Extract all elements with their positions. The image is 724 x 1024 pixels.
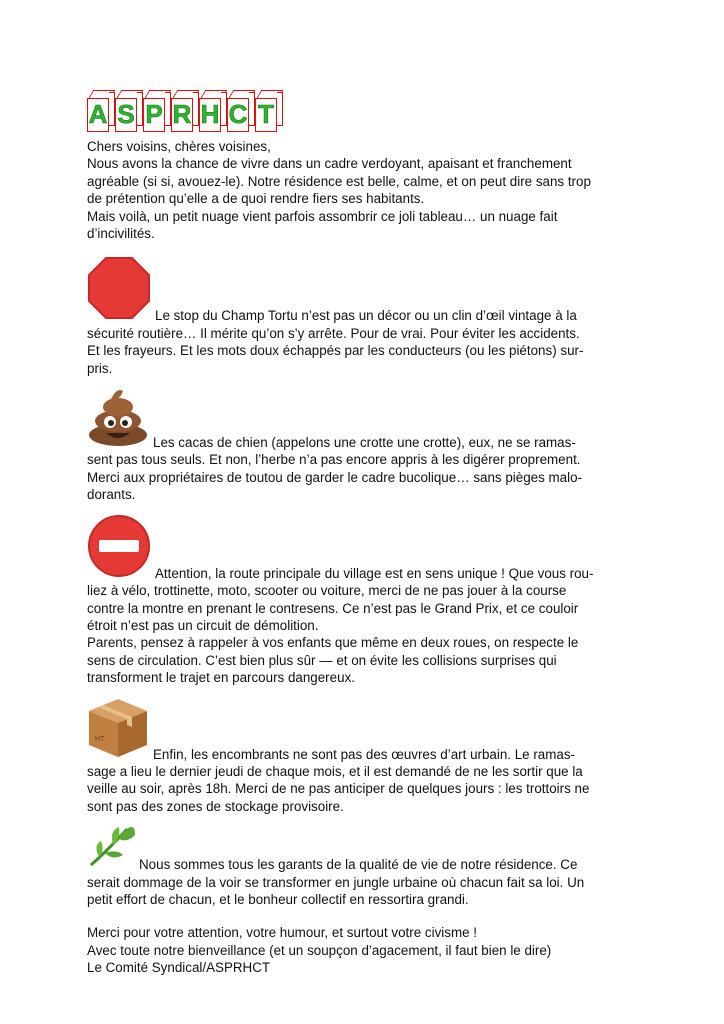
section-first-line: Enfin, les encombrants ne sont pas des œuvres d’art urbain. Le ramas- (153, 746, 576, 762)
section-line: dorants. (87, 487, 136, 503)
no-entry-icon (87, 514, 151, 582)
logo-cube: P (143, 98, 165, 132)
svg-text:HT: HT (95, 735, 105, 743)
section-line: sens de circulation. C’est bien plus sûr — et on évite les collisions surprises qui (87, 652, 557, 668)
section-line: contre la montre en prenant le contresens. Ce n’est pas le Grand Prix, et ce couloir (87, 600, 579, 616)
logo-cube: S (115, 98, 137, 132)
section-stop (87, 256, 647, 377)
section-line: sont pas des zones de stockage provisoire. (87, 798, 344, 814)
asprhct-logo (87, 86, 647, 134)
intro-line: Mais voilà, un petit nuage vient parfois assombrir ce joli tableau… un nuage fait (87, 208, 558, 224)
section-line: étroit n’est pas un circuit de démolition. (87, 617, 319, 633)
section-first-line: Nous sommes tous les garants de la qualité de vie de notre résidence. Ce (139, 857, 578, 873)
section-line: petit effort de chacun, et le bonheur collectif en ressortira grandi. (87, 891, 469, 907)
section-line: veille au soir, après 18h. Merci de ne pas anticiper de quelques jours : les trottoirs ne (87, 781, 590, 797)
section-no-entry (87, 514, 647, 687)
section-first-line: Le stop du Champ Tortu n’est pas un décor ou un clin d’œil vintage à la (155, 308, 577, 324)
section-bulky-items (87, 697, 647, 816)
logo-cube: T (255, 98, 277, 132)
section-first-line: Attention, la route principale du village est en sens unique ! Que vous rou- (155, 565, 594, 581)
logo-cube: H (199, 98, 221, 132)
cardboard-box-icon (87, 697, 149, 763)
section-line: sage a lieu le dernier jeudi de chaque mois, et il est demandé de ne les sortir que la (87, 763, 583, 779)
section-line: serait dommage de la voir se transformer en jungle urbaine où chacun fait sa loi. Un (87, 874, 585, 890)
intro-line: d’incivilités. (87, 226, 155, 242)
section-line: Et les frayeurs. Et les mots doux échappés par les conducteurs (ou les piétons) sur- (87, 343, 584, 359)
section-quality-of-life (87, 821, 647, 908)
section-line: Parents, pensez à rappeler à vos enfants que même en deux roues, on respecte le (87, 635, 579, 651)
intro-line: de prétention qu’elle a de quoi rendre fiers ses habitants. (87, 191, 425, 207)
closing-line: Merci pour votre attention, votre humour, et surtout votre civisme ! (87, 925, 477, 941)
section-line: sécurité routière… Il mérite qu’on s’y arrête. Pour de vrai. Pour éviter les accidents. (87, 325, 580, 341)
logo-cube: R (171, 98, 193, 132)
section-line: liez à vélo, trottinette, moto, scooter ou voiture, merci de ne pas jouer à la course (87, 583, 567, 599)
section-first-line: Les cacas de chien (appelons une crotte une crotte), eux, ne se ramas- (153, 435, 576, 451)
letter-page (87, 86, 647, 977)
intro-line: Nous avons la chance de vivre dans un cadre verdoyant, apaisant et franchement (87, 156, 572, 172)
logo-cube: A (87, 98, 109, 132)
leaf-icon (87, 821, 137, 873)
signature: Le Comité Syndical/ASPRHCT (87, 960, 271, 976)
section-poop (87, 387, 647, 504)
poop-icon (87, 387, 149, 451)
section-line: pris. (87, 360, 113, 376)
section-line: transforment le trajet en parcours dangereux. (87, 670, 355, 686)
section-line: Merci aux propriétaires de toutou de garder le cadre bucolique… sans pièges malo- (87, 469, 582, 485)
section-line: sent pas tous seuls. Et non, l’herbe n’a pas encore appris à les digérer proprement. (87, 452, 581, 468)
closing (87, 924, 647, 976)
logo-cube: C (227, 98, 249, 132)
intro-line: agréable (si si, avouez-le). Notre résidence est belle, calme, et on peut dire sans trop (87, 173, 591, 189)
stop-sign-icon (87, 256, 151, 324)
greeting: Chers voisins, chères voisines, (87, 139, 271, 154)
closing-line: Avec toute notre bienveillance (et un soupçon d’agacement, il faut bien le dire) (87, 942, 552, 958)
